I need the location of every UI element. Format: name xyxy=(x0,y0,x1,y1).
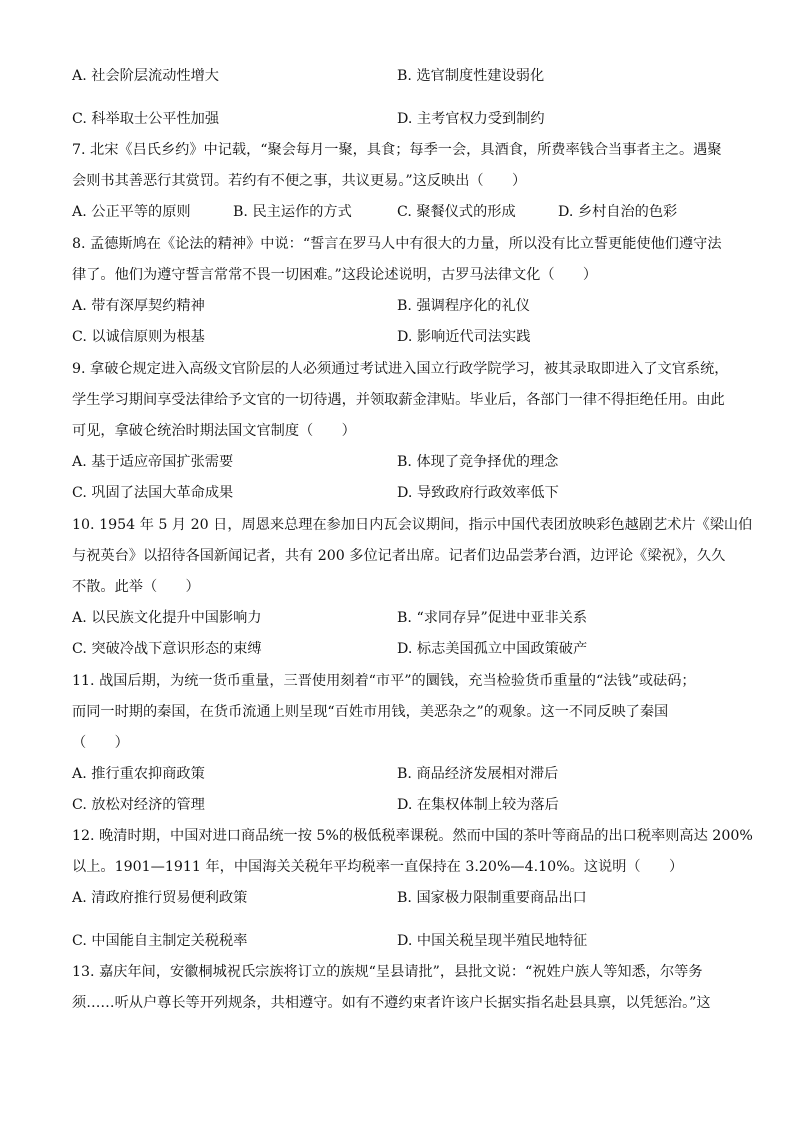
q12-option-b: B. 国家极力限制重要商品出口 xyxy=(397,890,587,906)
q10-option-a: A. 以民族文化提升中国影响力 xyxy=(72,610,262,626)
q8-stem-line-2: 律了。他们为遵守誓言常常不畏一切困难。”这段论述说明，古罗马法律文化（ ） xyxy=(72,267,598,283)
q10-option-c: C. 突破冷战下意识形态的束缚 xyxy=(72,641,262,657)
q7-option-c: C. 聚餐仪式的形成 xyxy=(397,204,516,220)
q11-stem-line-3: （ ） xyxy=(72,735,129,751)
q6-option-d: D. 主考官权力受到制约 xyxy=(397,111,545,127)
q8-option-a: A. 带有深厚契约精神 xyxy=(72,298,205,314)
q13-stem-line-1: 13. 嘉庆年间，安徽桐城祝氏宗族将订立的族规“呈县请批”，县批文说：“祝姓户族人等知悉，尔等务 xyxy=(72,964,703,980)
q10-stem-line-3: 不散。此举（ ） xyxy=(72,579,200,595)
q12-stem-line-1: 12. 晚清时期，中国对进口商品统一按 5%的极低税率课税。然而中国的茶叶等商品的出口税率则高达 200% xyxy=(72,828,753,844)
q13-stem-line-2: 须……听从户尊长等开列规条，共相遵守。如有不遵约束者许该户长据实指名赴县具禀，以凭惩治。”这 xyxy=(72,995,711,1011)
q6-option-a: A. 社会阶层流动性增大 xyxy=(72,68,219,84)
q8-option-b: B. 强调程序化的礼仪 xyxy=(397,298,530,314)
q10-option-d: D. 标志美国孤立中国政策破产 xyxy=(397,641,588,657)
q11-stem-line-2: 而同一时期的秦国，在货币流通上则呈现“百姓市用钱，美恶杂之”的观象。这一不同反映了秦国 xyxy=(72,704,669,720)
q9-stem-line-1: 9. 拿破仑规定进入高级文官阶层的人必须通过考试进入国立行政学院学习，被其录取即进入了文官系统， xyxy=(72,361,729,377)
q10-option-b: B. “求同存异”促进中亚非关系 xyxy=(397,610,588,626)
q7-option-a: A. 公正平等的原则 xyxy=(72,204,191,220)
q10-stem-line-2: 与祝英台》以招待各国新闻记者，共有 200 多位记者出席。记者们边品尝茅台酒，边评论《梁祝》，久久 xyxy=(72,548,726,564)
q12-option-c: C. 中国能自主制定关税税率 xyxy=(72,933,248,949)
q9-stem-line-2: 学生学习期间享受法律给予文官的一切待遇，并领取薪金津贴。毕业后，各部门一律不得拒绝任用。由此 xyxy=(72,392,725,408)
q8-option-d: D. 影响近代司法实践 xyxy=(397,329,531,345)
q12-stem-line-2: 以上。1901—1911 年，中国海关关税年平均税率一直保持在 3.20%—4.10%。这说明（ ） xyxy=(72,859,684,875)
q10-stem-line-1: 10. 1954 年 5 月 20 日，周恩来总理在参加日内瓦会议期间，指示中国代表团放映彩色越剧艺术片《梁山伯 xyxy=(72,517,753,533)
q12-option-a: A. 清政府推行贸易便利政策 xyxy=(72,890,248,906)
q9-option-c: C. 巩固了法国大革命成果 xyxy=(72,485,234,501)
q8-stem-line-1: 8. 孟德斯鸠在《论法的精神》中说：“誓言在罗马人中有很大的力量，所以没有比立誓更能使他们遵守法 xyxy=(72,236,722,252)
q9-option-b: B. 体现了竞争择优的理念 xyxy=(397,454,559,470)
q9-option-d: D. 导致政府行政效率低下 xyxy=(397,485,559,501)
q6-option-b: B. 选官制度性建设弱化 xyxy=(397,68,545,84)
q11-option-b: B. 商品经济发展相对滞后 xyxy=(397,766,559,782)
q11-option-c: C. 放松对经济的管理 xyxy=(72,797,205,813)
q6-option-c: C. 科举取士公平性加强 xyxy=(72,111,220,127)
q7-option-b: B. 民主运作的方式 xyxy=(233,204,352,220)
q11-option-d: D. 在集权体制上较为落后 xyxy=(397,797,559,813)
q7-option-d: D. 乡村自治的色彩 xyxy=(558,204,678,220)
q12-option-d: D. 中国关税呈现半殖民地特征 xyxy=(397,933,588,949)
q9-option-a: A. 基于适应帝国扩张需要 xyxy=(72,454,234,470)
q11-stem-line-1: 11. 战国后期，为统一货币重量，三晋使用刻着“市平”的圜钱，充当检验货币重量的“法钱”或砝码； xyxy=(72,673,696,689)
q11-option-a: A. 推行重农抑商政策 xyxy=(72,766,205,782)
q8-option-c: C. 以诚信原则为根基 xyxy=(72,329,205,345)
q9-stem-line-3: 可见，拿破仑统治时期法国文官制度（ ） xyxy=(72,423,356,439)
q7-stem-line-1: 7. 北宋《吕氏乡约》中记载，“聚会每月一聚，具食；每季一会，具酒食，所费率钱合当事者主之。遇聚 xyxy=(72,142,722,158)
q7-stem-line-2: 会则书其善恶行其赏罚。若约有不便之事，共议更易。”这反映出（ ） xyxy=(72,173,527,189)
